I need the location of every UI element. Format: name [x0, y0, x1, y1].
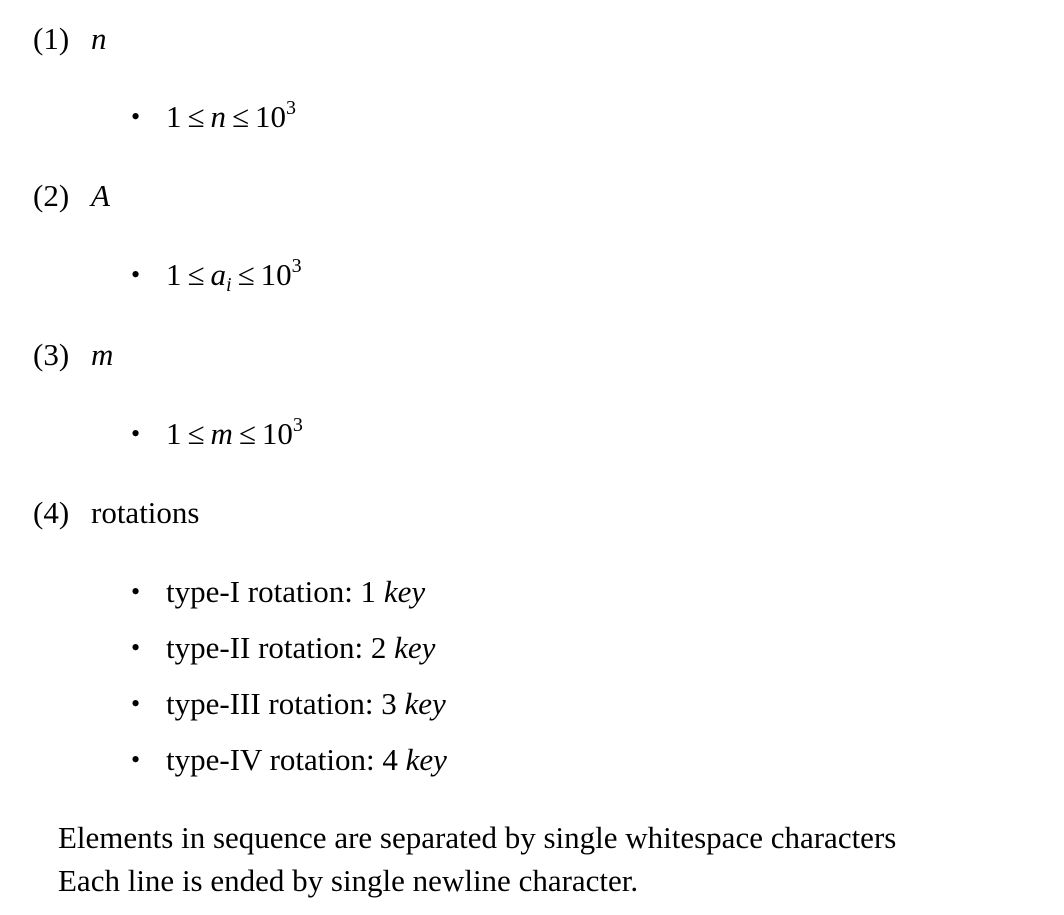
- rotation-text: type-II rotation: 2: [166, 630, 387, 665]
- bullet-icon: •: [131, 633, 141, 662]
- rotation-key: key: [405, 742, 447, 777]
- item-label: n: [91, 21, 107, 56]
- bullet-icon: •: [131, 745, 141, 774]
- rotation-type-2: [131, 632, 435, 663]
- constraint-base: 10: [260, 257, 292, 292]
- rotation-type-3: [131, 688, 446, 719]
- constraint-lower: 1: [166, 99, 182, 134]
- bullet-icon: •: [131, 419, 141, 448]
- rotation-key: key: [383, 574, 426, 609]
- item-number: (2): [33, 178, 70, 213]
- bullet-icon: •: [131, 260, 141, 289]
- item-number: (1): [33, 21, 70, 56]
- item-label: rotations: [91, 495, 200, 530]
- rotation-key: key: [404, 686, 446, 721]
- constraint-rel-1: ≤: [187, 257, 205, 292]
- rotation-text: type-IV rotation: 4: [166, 742, 398, 777]
- item-1-heading: [33, 23, 107, 54]
- item-label: A: [91, 178, 110, 213]
- constraint-lower: 1: [166, 416, 182, 451]
- item-number: (4): [33, 495, 70, 530]
- constraint-exp: 3: [292, 414, 303, 436]
- constraint-rel-2: ≤: [237, 257, 255, 292]
- note-whitespace: Elements in sequence are separated by single whitespace characters: [58, 820, 897, 855]
- constraint-rel-2: ≤: [232, 99, 250, 134]
- constraint-var: m: [210, 416, 233, 451]
- constraint-a: [131, 255, 302, 296]
- constraint-base: 10: [261, 416, 293, 451]
- constraint-base: 10: [255, 99, 287, 134]
- constraint-rel-1: ≤: [187, 99, 205, 134]
- constraint-rel-2: ≤: [238, 416, 256, 451]
- rotation-type-4: [131, 744, 447, 775]
- constraint-rel-1: ≤: [187, 416, 205, 451]
- constraint-n: [131, 97, 297, 134]
- bullet-icon: •: [131, 577, 141, 606]
- constraint-m: [131, 414, 303, 451]
- constraint-var: n: [210, 99, 227, 134]
- constraint-exp: 3: [291, 255, 302, 277]
- constraint-var: a: [210, 257, 227, 292]
- item-label: m: [91, 337, 114, 372]
- rotation-text: type-III rotation: 3: [166, 686, 397, 721]
- item-2-heading: [33, 180, 110, 211]
- note-newline: Each line is ended by single newline character.: [58, 863, 639, 898]
- constraint-exp: 3: [286, 97, 297, 119]
- bullet-icon: •: [131, 689, 141, 718]
- item-4-heading: [33, 497, 200, 528]
- bullet-icon: •: [131, 102, 141, 131]
- item-3-heading: [33, 339, 113, 370]
- rotation-key: key: [394, 630, 436, 665]
- constraint-sub: i: [226, 274, 232, 296]
- rotation-type-1: [131, 576, 425, 607]
- item-number: (3): [33, 337, 70, 372]
- rotation-text: type-I rotation: 1: [166, 574, 377, 609]
- constraint-lower: 1: [166, 257, 182, 292]
